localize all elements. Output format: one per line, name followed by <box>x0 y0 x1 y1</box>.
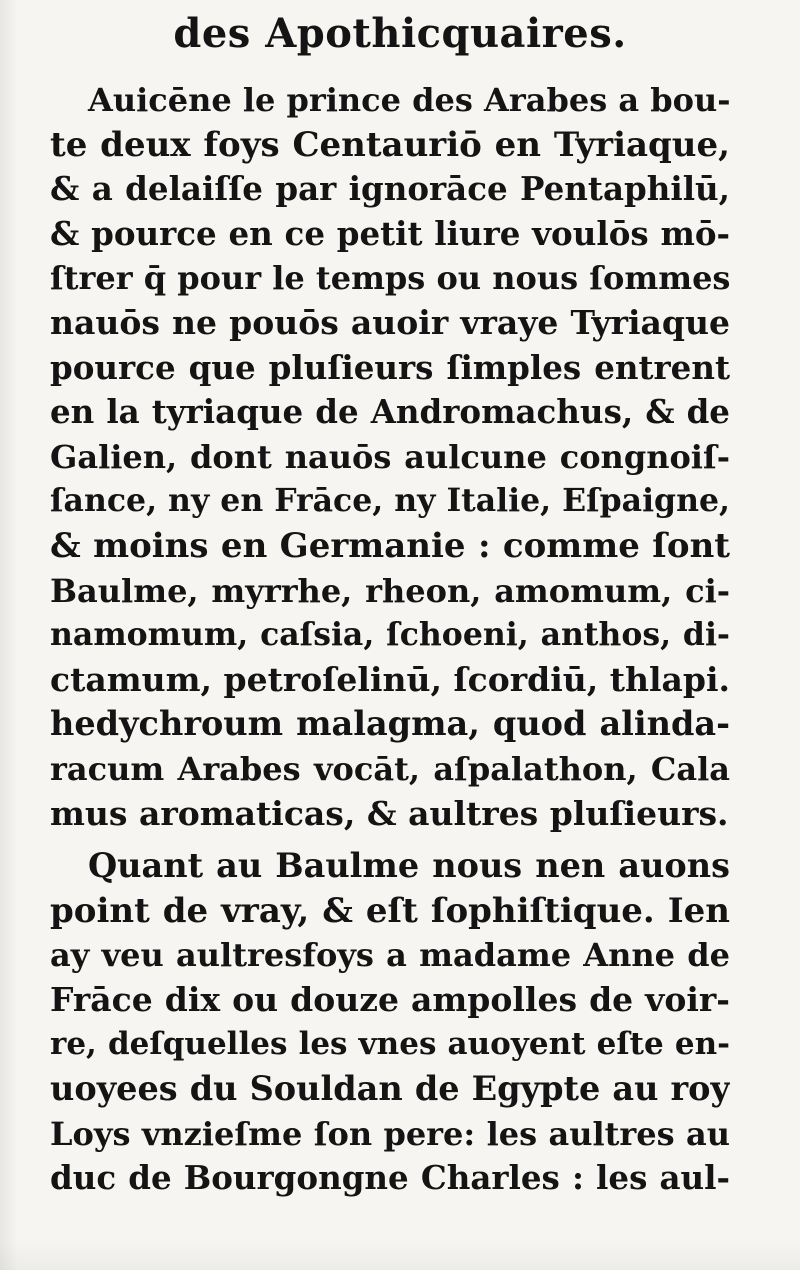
running-head: des Apothicquaires. <box>173 10 627 57</box>
text-line: re, deſquelles les vnes auoyent eſte en- <box>50 1026 730 1063</box>
text-line: hedychroum malagma, quod alinda- <box>50 704 730 744</box>
text-line: namomum, caſsia, ſchoeni, anthos, di- <box>50 616 730 654</box>
text-line: Frāce dix ou douze ampolles de voir- <box>50 979 730 1019</box>
text-line: duc de Bourgongne Charles : les aul- <box>50 1158 730 1198</box>
text-line: en la tyriaque de Andromachus, & de <box>50 392 730 432</box>
text-line: ſance, ny en Frāce, ny Italie, Eſpaigne, <box>50 482 730 520</box>
text-line: ctamum, petroſelinū, ſcordiū, thlapi. <box>50 659 730 699</box>
text-line: & moins en Germanie : comme ſont <box>50 525 730 566</box>
text-line: nauōs ne pouōs auoir vraye Tyriaque <box>50 302 730 342</box>
text-line: pource que pluſieurs ſimples entrent <box>50 347 730 387</box>
paragraph-gap <box>50 836 730 844</box>
text-line: te deux foys Centauriō en Tyriaque, <box>50 124 730 165</box>
text-line: uoyees du Souldan de Egypte au roy <box>50 1069 730 1109</box>
text-line: & pource en ce petit liure voulōs mō- <box>50 213 730 253</box>
text-line: ſtrer q̄ pour le temps ou nous ſommes <box>50 259 730 298</box>
text-line: Loys vnzieſme ſon pere: les aultres au <box>50 1114 730 1153</box>
paragraph-2 <box>50 844 730 1201</box>
text-line: racum Arabes vocāt, aſpalathon, Cala <box>50 749 730 788</box>
text-line: Quant au Baulme nous nen auons <box>88 846 730 886</box>
text-line: Auicēne le prince des Arabes a bou- <box>88 81 730 119</box>
page-body <box>50 78 730 1201</box>
text-line: & a delaiſſe par ignorāce Pentaphilū, <box>50 169 730 209</box>
text-line: point de vray, & eſt ſophiſtique. Ien <box>50 890 730 931</box>
text-line: Galien, dont nauōs aulcune congnoiſ- <box>50 437 730 476</box>
text-line: ay veu aultresfoys a madame Anne de <box>50 936 730 975</box>
text-line: Baulme, myrrhe, rheon, amomum, ci- <box>50 571 730 610</box>
text-line: mus aromaticas, & aultres pluſieurs. <box>50 793 729 833</box>
paragraph-1 <box>50 78 730 836</box>
